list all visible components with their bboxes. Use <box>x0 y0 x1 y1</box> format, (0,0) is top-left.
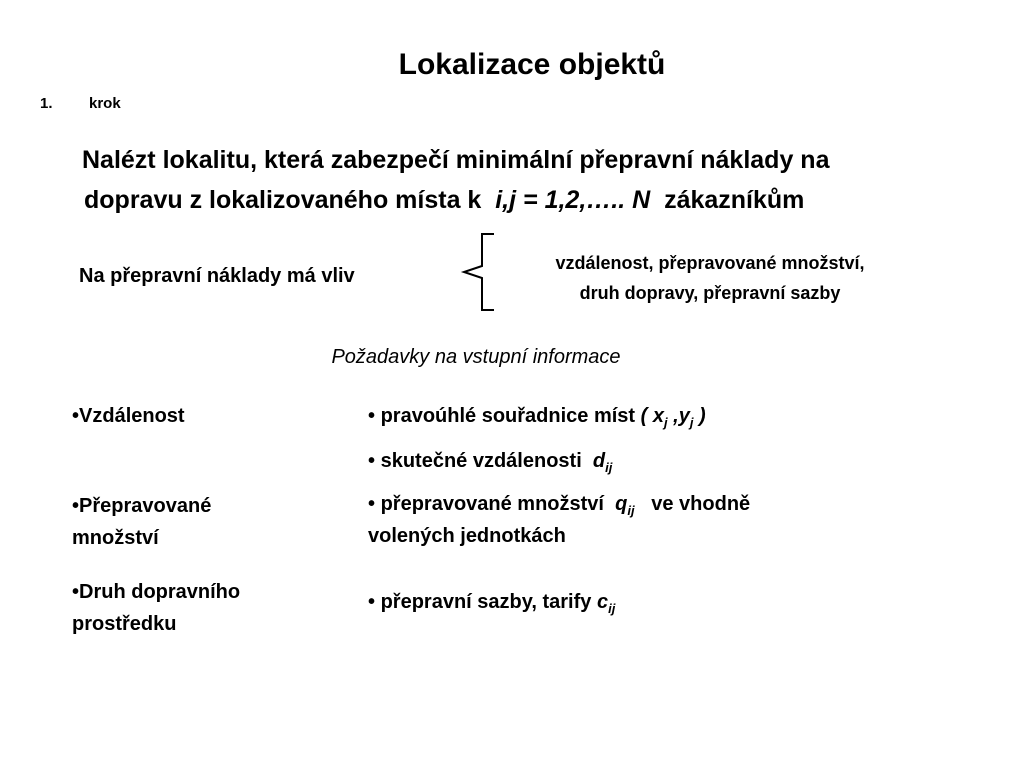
quantity-sub: ij <box>627 503 635 518</box>
goal-line-1: Nalézt lokalitu, která zabezpečí minimální přepravní náklady na <box>82 146 830 174</box>
right-item-quantity-text: přepravované množství <box>380 493 604 515</box>
right-item-rates-text: přepravní sazby, tarify <box>380 591 592 613</box>
bullet: • <box>72 581 80 603</box>
goal-line-2 <box>82 180 1002 220</box>
distances-var: d <box>592 450 606 472</box>
goal-line-2-prefix: dopravu z lokalizovaného místa k <box>84 186 482 214</box>
coord-sep: ,y <box>667 405 690 427</box>
coord-open: ( x <box>640 405 664 427</box>
bullet: • <box>72 405 80 427</box>
rates-var: c <box>596 591 609 613</box>
influence-factors-line-2: druh dopravy, přepravní sazby <box>579 283 841 303</box>
left-item-quantity-line-2: množství <box>72 527 159 549</box>
step-number: 1. <box>40 95 53 112</box>
left-item-quantity <box>72 490 211 554</box>
curly-brace-icon <box>460 232 500 312</box>
slide-title: Lokalizace objektů <box>398 48 666 81</box>
bullet: • <box>72 495 80 517</box>
right-item-coordinates-text: pravoúhlé souřadnice míst <box>380 405 636 427</box>
goal-statement <box>82 140 1002 220</box>
left-item-quantity-line-1: Přepravované <box>79 495 212 517</box>
step-label: krok <box>89 95 121 112</box>
right-item-rates <box>368 586 928 618</box>
influence-factors <box>510 248 910 308</box>
left-item-distance <box>72 400 185 432</box>
left-item-transport-line-2: prostředku <box>72 613 177 635</box>
right-item-distances-text: skutečné vzdálenosti <box>380 450 582 472</box>
bullet: • <box>368 450 376 472</box>
left-item-transport <box>72 576 240 640</box>
coord-sub-1: j <box>664 415 668 430</box>
influence-label: Na přepravní náklady má vliv <box>79 265 355 287</box>
left-item-distance-text: Vzdálenost <box>79 405 185 427</box>
rates-sub: ij <box>608 601 616 616</box>
right-item-quantity-line-2: volených jednotkách <box>368 525 566 547</box>
right-item-quantity-suffix: ve vhodně <box>651 493 751 515</box>
influence-factors-line-1: vzdálenost, přepravované množství, <box>555 253 865 273</box>
goal-line-2-suffix: zákazníkům <box>664 186 805 214</box>
distances-sub: ij <box>605 460 613 475</box>
right-item-quantity <box>368 488 928 552</box>
requirements-heading: Požadavky na vstupní informace <box>331 346 621 368</box>
right-item-distances <box>368 445 928 477</box>
bullet: • <box>368 591 376 613</box>
bullet: • <box>368 405 376 427</box>
quantity-var: q <box>615 493 628 515</box>
left-item-transport-line-1: Druh dopravního <box>79 581 241 603</box>
bullet: • <box>368 493 376 515</box>
coord-sub-2: j <box>689 415 694 430</box>
right-item-coordinates <box>368 400 928 432</box>
goal-line-2-variable: i,j = 1,2,….. N <box>495 186 651 214</box>
coord-close: ) <box>693 405 706 427</box>
